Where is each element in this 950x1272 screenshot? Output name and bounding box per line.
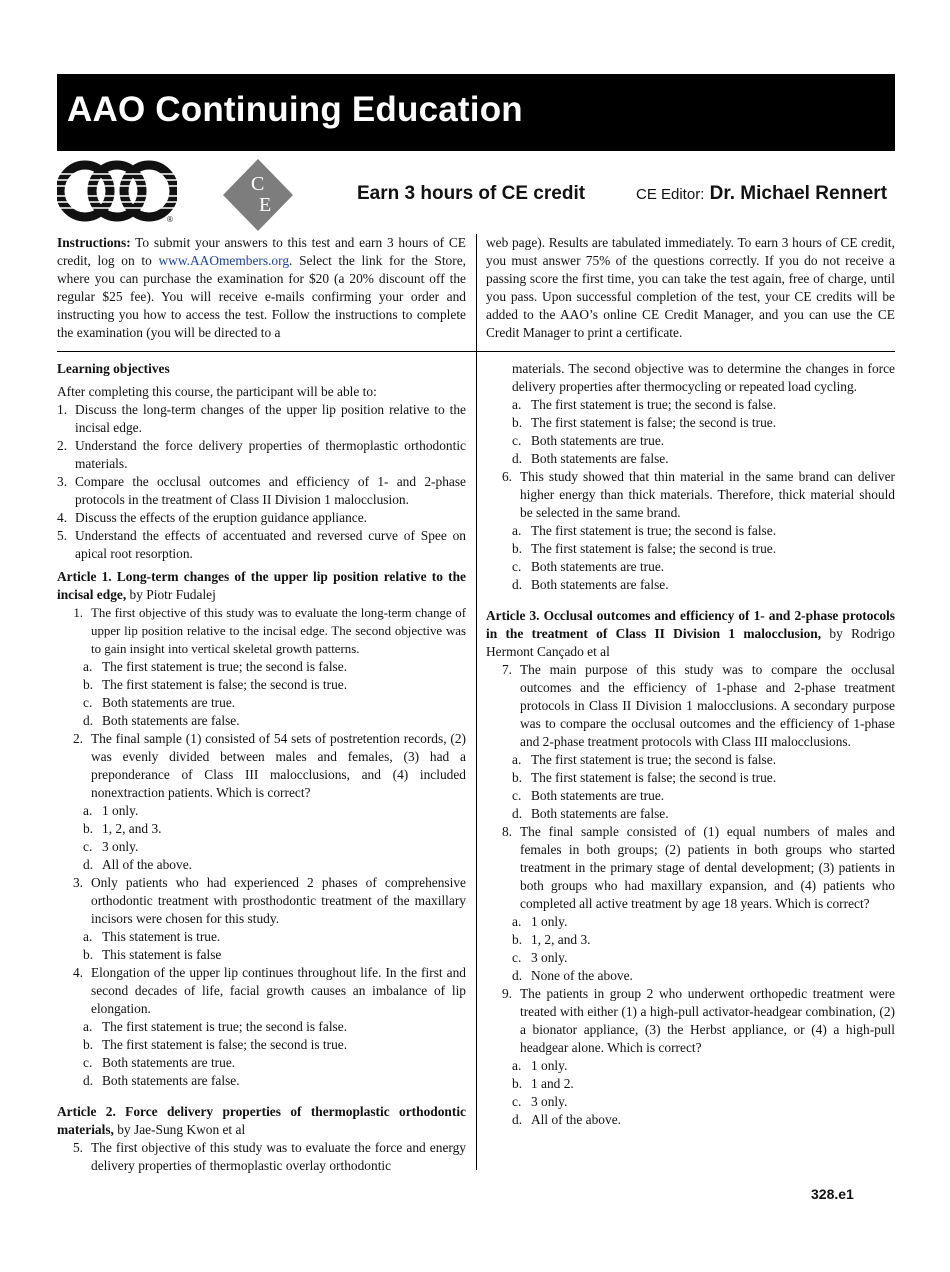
instructions-right: web page). Results are tabulated immediately. To earn 3 hours of CE credit, you must answer 75% of the questions correctly. If you do not receive a passing score the first time, you can take the test again, free of charge, until you pass. Upon successful completion of the test, your CE credits will be added to the AAO’s online CE Credit Manager, and you can use the CE Credit Manager to print a certificate. bbox=[486, 235, 895, 340]
answer-option[interactable]: a. 1 only. bbox=[83, 803, 139, 818]
page-number: 328.e1 bbox=[811, 1186, 854, 1202]
ce-editor-label: CE Editor: bbox=[636, 186, 705, 203]
ce-editor-name: Dr. Michael Rennert bbox=[709, 183, 888, 204]
objectives-intro: After completing this course, the participant will be able to: bbox=[57, 384, 377, 399]
answer-option[interactable]: d. Both statements are false. bbox=[512, 577, 669, 592]
answer-option[interactable]: c. 3 only. bbox=[512, 950, 568, 965]
instructions-text-b: . Select the link for the Store, where you can purchase the examination for $20 (a 20% discount off the regular $25 fee). You will receive e-mails confirming your order and instructing you how to access the test. Follow the instructions to complete the examination (you will be directed to a bbox=[57, 253, 466, 340]
objectives-title: Learning objectives bbox=[57, 361, 170, 376]
earn-credit-heading: Earn 3 hours of CE credit bbox=[357, 183, 586, 204]
instructions-label: Instructions: bbox=[57, 235, 131, 250]
aao-logo-icon bbox=[57, 160, 177, 224]
column-divider bbox=[476, 352, 477, 1170]
question-2: 2. The final sample (1) consisted of 54 sets of postretention records, (2) was evenly divided between males and females, (3) had a preponderance of Class III malocclusions, and (4) included nonextraction patients. Which is correct? bbox=[72, 731, 466, 800]
ce-logo-c: C bbox=[251, 173, 265, 195]
article1-title: Article 1. Long-term changes of the upper lip position relative to the incisal edge, by Piotr Fudalej bbox=[57, 569, 466, 602]
answer-option[interactable]: a. The first statement is true; the second is false. bbox=[512, 397, 777, 412]
answer-option[interactable]: d. Both statements are false. bbox=[512, 451, 669, 466]
answer-option[interactable]: d. Both statements are false. bbox=[83, 713, 240, 728]
answer-option[interactable]: b. 1, 2, and 3. bbox=[512, 932, 591, 947]
right-column bbox=[486, 360, 895, 1129]
answer-option[interactable]: d. None of the above. bbox=[512, 968, 633, 983]
question-7: 7. The main purpose of this study was to compare the occlusal outcomes and the efficiency of 1-phase and 2-phase treatment protocols in Class II Division 1 malocclusions. A secondary purpose was to compare the occlusal outcomes and the efficiency of 1-phase and 2-phase treatment protocols with Class III malocclusions. bbox=[501, 662, 895, 749]
answer-option[interactable]: a. The first statement is true; the second is false. bbox=[83, 1019, 348, 1034]
article3-title: Article 3. Occlusal outcomes and efficiency of 1- and 2-phase protocols in the treatment of Class II Division 1 malocclusion, by Rodrigo Hermont Cançado et al bbox=[486, 608, 895, 659]
answer-option[interactable]: c. Both statements are true. bbox=[83, 1055, 236, 1070]
aao-members-link[interactable]: www.AAOmembers.org bbox=[158, 253, 290, 268]
header-banner bbox=[57, 74, 895, 151]
answer-option[interactable]: b. The first statement is false; the second is true. bbox=[512, 770, 777, 785]
left-column bbox=[57, 360, 466, 1175]
objective-item: 1. Discuss the long-term changes of the upper lip position relative to the incisal edge. bbox=[57, 402, 466, 435]
answer-option[interactable]: b. The first statement is false; the second is true. bbox=[512, 415, 777, 430]
question-1: 1. The first objective of this study was to evaluate the long-term change of upper lip position relative to the incisal edge. The second objective was to gain insight into vertical skeletal growth patterns. bbox=[73, 606, 466, 656]
instructions-left bbox=[57, 234, 466, 342]
objective-item: 4. Discuss the effects of the eruption guidance appliance. bbox=[57, 510, 368, 525]
answer-option[interactable]: c. Both statements are true. bbox=[512, 788, 665, 803]
instructions-divider bbox=[476, 234, 477, 351]
answer-option[interactable]: c. 3 only. bbox=[512, 1094, 568, 1109]
registered-mark: ® bbox=[167, 215, 173, 224]
objective-item: 5. Understand the effects of accentuated and reversed curve of Spee on apical root resorption. bbox=[57, 528, 466, 561]
ce-diamond-icon bbox=[221, 157, 295, 233]
answer-option[interactable]: a. 1 only. bbox=[512, 1058, 568, 1073]
answer-option[interactable]: b. The first statement is false; the second is true. bbox=[512, 541, 777, 556]
article2-title: Article 2. Force delivery properties of thermoplastic orthodontic materials, by Jae-Sung Kwon et al bbox=[57, 1104, 466, 1137]
objective-item: 2. Understand the force delivery properties of thermoplastic orthodontic materials. bbox=[57, 438, 466, 471]
answer-option[interactable]: d. Both statements are false. bbox=[512, 806, 669, 821]
answer-option[interactable]: c. Both statements are true. bbox=[512, 433, 665, 448]
answer-option[interactable]: b. 1, 2, and 3. bbox=[83, 821, 162, 836]
answer-option[interactable]: c. 3 only. bbox=[83, 839, 139, 854]
ce-logo-e: E bbox=[259, 194, 272, 216]
question-6: 6. This study showed that thin material in the same brand can deliver higher energy than thick materials. Therefore, thick material should be selected in the same brand. bbox=[501, 469, 895, 520]
answer-option[interactable]: a. The first statement is true; the second is false. bbox=[83, 659, 348, 674]
answer-option[interactable]: b. The first statement is false; the second is true. bbox=[83, 1037, 348, 1052]
question-5-continued: materials. The second objective was to determine the changes in force delivery properties after thermocycling or repeated load cycling. bbox=[512, 361, 895, 394]
answer-option[interactable]: a. The first statement is true; the second is false. bbox=[512, 523, 777, 538]
answer-option[interactable]: b. The first statement is false; the second is true. bbox=[83, 677, 348, 692]
question-5: 5. The first objective of this study was to evaluate the force and energy delivery properties of thermoplastic overlay orthodontic bbox=[72, 1140, 466, 1173]
question-9: 9. The patients in group 2 who underwent orthopedic treatment were treated with either (1) a high-pull activator-headgear combination, (2) a bionator appliance, (3) the Herbst appliance, or (4) a high-pull headgear alone. Which is correct? bbox=[501, 986, 895, 1055]
question-8: 8. The final sample consisted of (1) equal numbers of males and females in both groups; (2) patients in both groups who started treatment in the primary stage of dental development; (3) patients in both groups who had maxillary expansion, and (4) patients who completed all active treatment by age 18 years. Which is correct? bbox=[501, 824, 895, 911]
instructions-text-a: To submit your answers to this test and earn 3 hours of CE credit, log on to bbox=[57, 235, 466, 268]
answer-option[interactable]: c. Both statements are true. bbox=[512, 559, 665, 574]
answer-option[interactable]: a. This statement is true. bbox=[83, 929, 221, 944]
question-3: 3. Only patients who had experienced 2 phases of comprehensive orthodontic treatment with prosthodontic treatment of the maxillary incisors were chosen for this study. bbox=[72, 875, 466, 926]
ce-editor bbox=[636, 183, 887, 205]
answer-option[interactable]: c. Both statements are true. bbox=[83, 695, 236, 710]
answer-option[interactable]: a. 1 only. bbox=[512, 914, 568, 929]
question-4: 4. Elongation of the upper lip continues throughout life. In the first and second decades of life, facial growth causes an imbalance of lip elongation. bbox=[72, 965, 466, 1016]
answer-option[interactable]: d. All of the above. bbox=[83, 857, 192, 872]
answer-option[interactable]: d. Both statements are false. bbox=[83, 1073, 240, 1088]
answer-option[interactable]: b. 1 and 2. bbox=[512, 1076, 574, 1091]
page-title: AAO Continuing Education bbox=[67, 90, 523, 129]
answer-option[interactable]: a. The first statement is true; the second is false. bbox=[512, 752, 777, 767]
answer-option[interactable]: b. This statement is false bbox=[83, 947, 222, 962]
answer-option[interactable]: d. All of the above. bbox=[512, 1112, 621, 1127]
objective-item: 3. Compare the occlusal outcomes and efficiency of 1- and 2-phase protocols in the treatment of Class II Division 1 malocclusion. bbox=[57, 474, 466, 507]
